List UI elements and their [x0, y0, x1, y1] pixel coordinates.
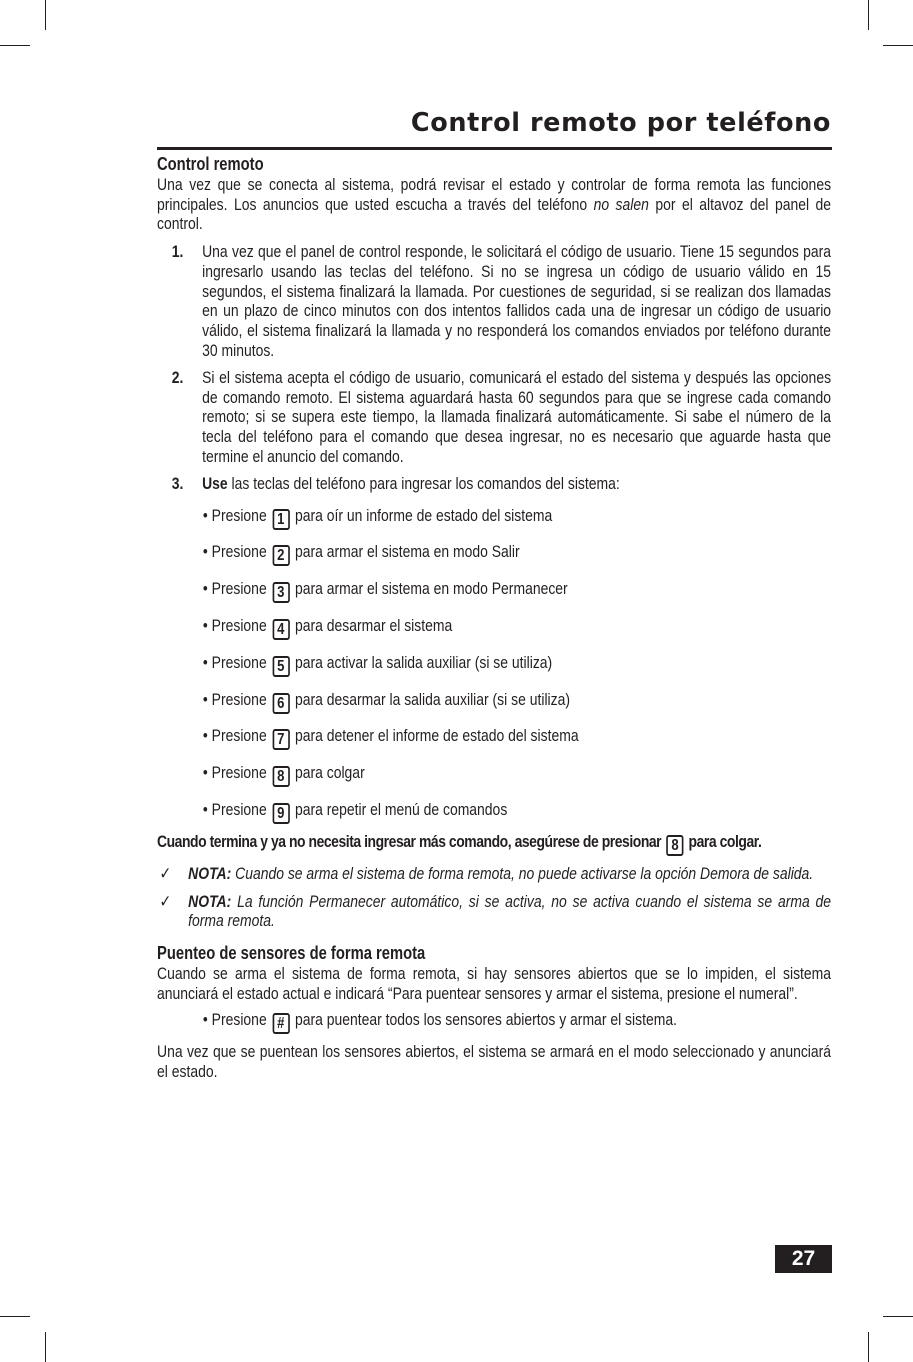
- key-4-icon: 4: [272, 619, 289, 640]
- press-label: • Presione: [202, 799, 267, 819]
- note-text: Cuando se arma el sistema de forma remota, no puede activarse la opción Demora de salida.: [231, 863, 814, 883]
- key-6-icon: 6: [272, 693, 289, 714]
- press-label: • Presione: [202, 615, 267, 635]
- step-number: 3.: [171, 473, 184, 493]
- command-text: para puentear todos los sensores abiertos y armar el sistema.: [294, 1010, 677, 1030]
- emphasis: no salen: [593, 194, 649, 214]
- note-label: NOTA:: [188, 891, 232, 911]
- text: Una vez que se conecta al sistema, podrá revisar el estado y controlar de forma remota las funciones principales. Los anuncios que usted escucha a través del teléfono: [157, 175, 832, 214]
- note-text: La función Permanecer automático, si se activa, no se activa cuando el sistema se arma de forma remota.: [188, 891, 832, 931]
- list-item: [157, 474, 831, 494]
- step-text: Si el sistema acepta el código de usuario, comunicará el estado del sistema y después las opciones de comando remoto. El sistema aguardará hasta 60 segundos para que se ingrese cada comando remoto; si se supera este tiempo, la llamada finalizará automáticamente. Si sabe el número de la tecla del teléfono para el comando que desea ingresar, no es necesario que aguarde hasta que termine el anuncio del comando.: [202, 367, 832, 466]
- crop-mark: [868, 1332, 869, 1362]
- page-number: 27: [775, 1245, 832, 1273]
- press-label: • Presione: [202, 542, 267, 562]
- crop-mark: [868, 0, 869, 30]
- crop-mark: [45, 1332, 46, 1362]
- steps-list: [157, 242, 831, 493]
- text: para colgar.: [688, 831, 762, 851]
- intro-paragraph: [157, 175, 831, 234]
- text: por el altavoz del panel de control.: [157, 194, 832, 234]
- step-text: Una vez que el panel de control responde, le solicitará el código de usuario. Tiene 15 segundos para ingresarlo usando las teclas del teléfono. Si no se ingresa un código de usuario válido en 15 segundos, el sistema finalizará la llamada. Por cuestiones de seguridad, si se realizan dos llamadas en un plazo de cinco minutos con dos intentos fallidos cada una de ingresar un código de usuario válido, el sistema finalizará la llamada y no responderá los comandos enviados por teléfono durante 30 minutos.: [202, 242, 832, 360]
- bypass-command: [157, 1010, 831, 1034]
- press-label: • Presione: [202, 689, 267, 709]
- command-list: [157, 506, 831, 824]
- section-heading: Control remoto: [157, 154, 264, 174]
- page-title: Control remoto por teléfono: [410, 108, 831, 138]
- command-text: para armar el sistema en modo Permanecer: [294, 579, 568, 599]
- list-item: [157, 242, 831, 360]
- text: Cuando termina y ya no necesita ingresar más comando, asegúrese de presionar: [157, 831, 662, 851]
- press-label: • Presione: [202, 726, 267, 746]
- title-rule: [157, 147, 832, 150]
- closing-paragraph: Una vez que se puentean los sensores abiertos, el sistema se armará en el modo seleccionado y anunciará el estado.: [157, 1042, 832, 1082]
- crop-mark: [883, 1316, 913, 1317]
- command-item: [157, 763, 831, 787]
- crop-mark: [0, 1316, 30, 1317]
- command-item: [157, 726, 831, 750]
- key-2-icon: 2: [272, 545, 289, 566]
- step-bold: Use: [202, 473, 228, 493]
- command-text: para oír un informe de estado del sistema: [294, 505, 553, 525]
- note: [157, 864, 831, 884]
- press-label: • Presione: [202, 579, 267, 599]
- key-9-icon: 9: [272, 803, 289, 824]
- key-3-icon: 3: [272, 582, 289, 603]
- key-8-icon: 8: [272, 766, 289, 787]
- check-icon: ✓: [159, 891, 172, 911]
- crop-mark: [0, 45, 30, 46]
- page-content: [157, 153, 831, 1082]
- bypass-paragraph: Cuando se arma el sistema de forma remota, si hay sensores abiertos que se lo impiden, el sistema anunciará el estado actual e indicará “Para puentear sensores y armar el sistema, presione el numeral”.: [157, 964, 832, 1003]
- hangup-reminder: [157, 832, 831, 856]
- command-text: para armar el sistema en modo Salir: [294, 542, 520, 562]
- command-item: [157, 579, 831, 603]
- command-item: [157, 800, 831, 824]
- key-7-icon: 7: [272, 729, 289, 750]
- command-item: [157, 542, 831, 566]
- note-label: NOTA:: [188, 863, 232, 883]
- crop-mark: [883, 45, 913, 46]
- key-5-icon: 5: [272, 656, 289, 677]
- key-1-icon: 1: [272, 509, 289, 530]
- check-icon: ✓: [159, 863, 172, 883]
- command-text: para desarmar el sistema: [294, 615, 453, 635]
- command-text: para activar la salida auxiliar (si se utiliza): [294, 652, 553, 672]
- list-item: [157, 368, 831, 467]
- note: [157, 892, 831, 931]
- command-item: [157, 653, 831, 677]
- command-text: para detener el informe de estado del sistema: [294, 726, 579, 746]
- press-label: • Presione: [202, 1010, 267, 1030]
- press-label: • Presione: [202, 763, 267, 783]
- press-label: • Presione: [202, 652, 267, 672]
- crop-mark: [45, 0, 46, 30]
- key-hash-icon: #: [272, 1013, 289, 1034]
- command-text: para desarmar la salida auxiliar (si se utiliza): [294, 689, 571, 709]
- command-text: para repetir el menú de comandos: [294, 799, 508, 819]
- press-label: • Presione: [202, 505, 267, 525]
- command-item: [157, 616, 831, 640]
- section-heading: Puenteo de sensores de forma remota: [157, 943, 426, 964]
- step-number: 1.: [171, 242, 184, 262]
- command-item: [157, 506, 831, 530]
- step-number: 2.: [171, 367, 184, 387]
- step-text: las teclas del teléfono para ingresar los comandos del sistema:: [227, 473, 620, 493]
- key-8-icon: 8: [666, 835, 683, 856]
- command-item: [157, 690, 831, 714]
- command-text: para colgar: [294, 763, 365, 783]
